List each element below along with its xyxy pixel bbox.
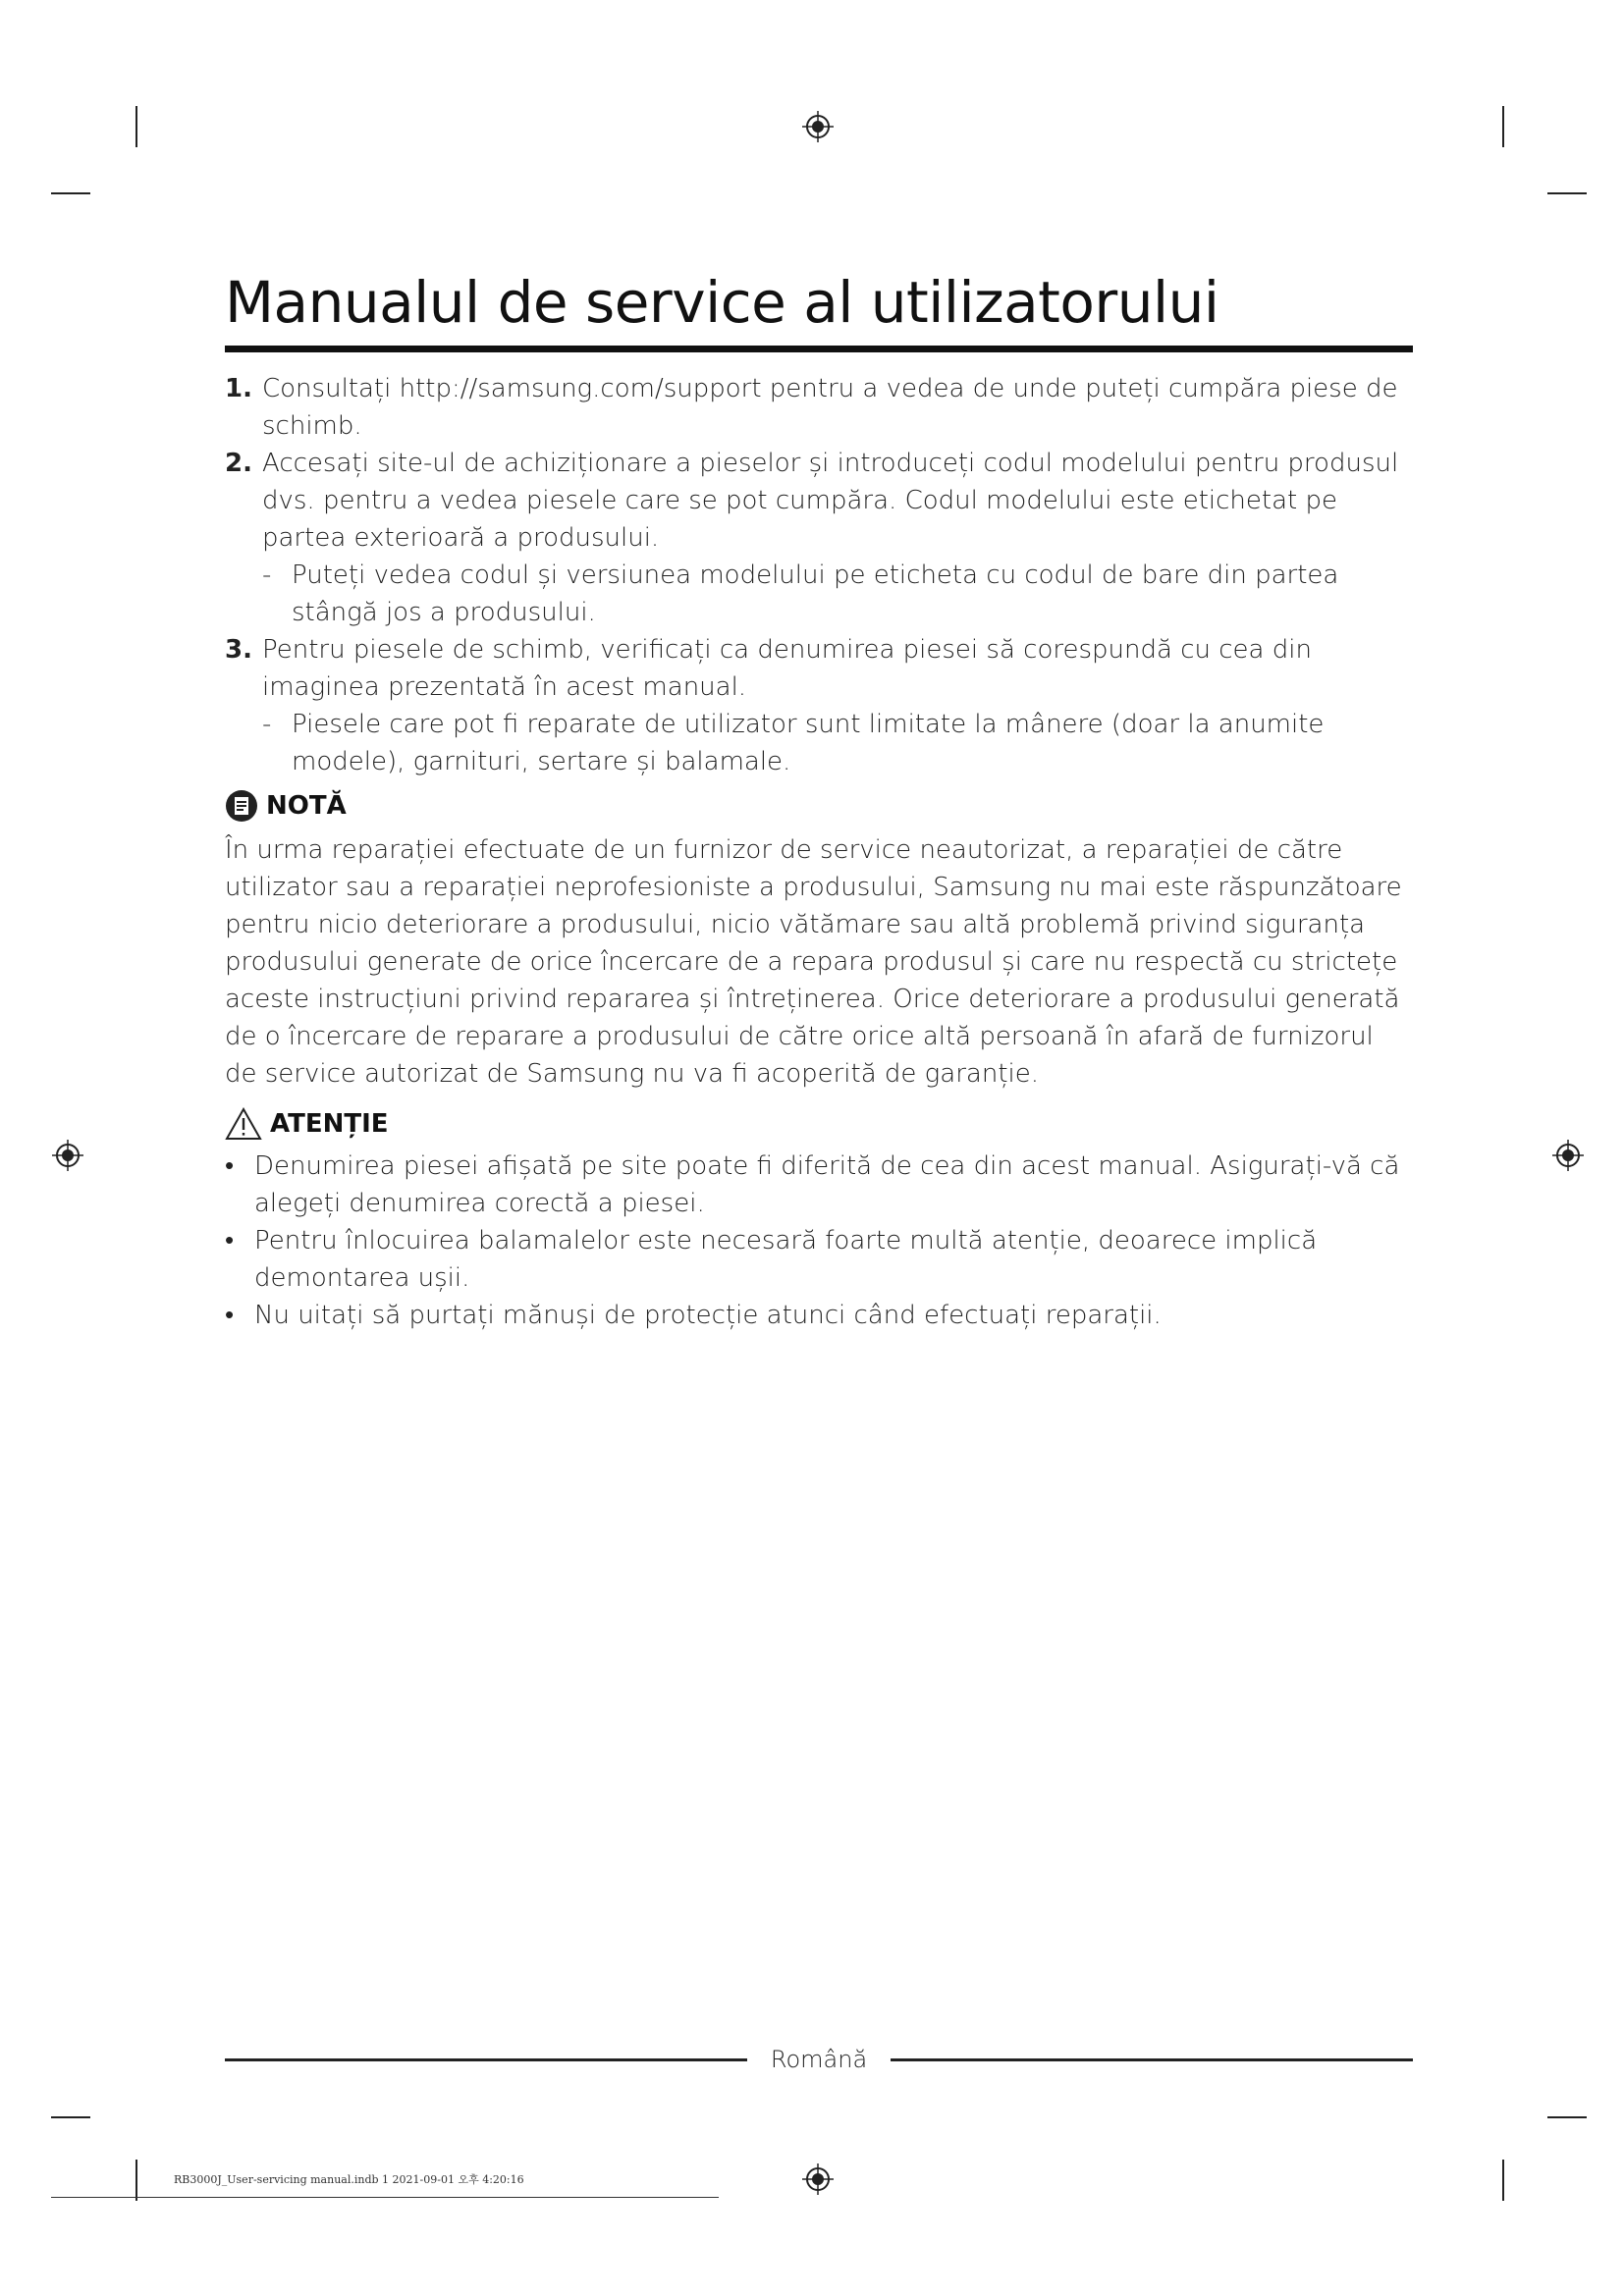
note-icon [225, 789, 258, 823]
caution-item [225, 1222, 1413, 1297]
print-slug: RB3000J_User-servicing manual.indb 1 2021-09-01 오후 4:20:16 [174, 2173, 524, 2186]
subitem-text: Piesele care pot fi reparate de utilizator sunt limitate la mânere (doar la anumite modele), garnituri, sertare și balamale. [292, 710, 1325, 776]
caution-label: ATENȚIE [270, 1109, 389, 1139]
page-content [225, 265, 1413, 1334]
bullet-marker: • [225, 1151, 235, 1181]
bullet-marker: • [225, 1226, 235, 1255]
note-label: NOTĂ [266, 791, 347, 821]
crop-mark-bottom-left-h [51, 2116, 90, 2118]
step-subitem [262, 557, 1413, 631]
bullet-marker: • [225, 1301, 235, 1330]
footer-rule-left [225, 2058, 747, 2061]
crop-mark-top-left-v [135, 106, 137, 147]
note-text: În urma reparației efectuate de un furnizor de service neautorizat, a reparației de către utilizator sau a reparației neprofesioniste a produsului, Samsung nu mai este răspunzătoare pentru nicio deteriorare a produsului, nicio vătămare sau altă problemă privind siguranța produsului generate de orice încercare de a repara produsul și care nu respectă cu strictețe aceste instrucțiuni privind repararea și întreținerea. Orice deteriorare a produsului generată de o încercare de reparare a produsului de către orice altă persoană în afară de furnizorul de service autorizat de Samsung nu va fi acoperită de garanție. [225, 835, 1402, 1089]
caution-heading [225, 1104, 1413, 1144]
caution-item [225, 1297, 1413, 1334]
step-subitem [262, 706, 1413, 780]
caution-item [225, 1148, 1413, 1222]
registration-mark-icon [51, 1139, 84, 1172]
crop-mark-bottom-right-h [1547, 2116, 1587, 2118]
warning-triangle-icon [225, 1107, 262, 1141]
caution-item-text: Pentru înlocuirea balamalelor este necesară foarte multă atenție, deoarece implică demontarea ușii. [254, 1226, 1318, 1293]
step-item [225, 370, 1413, 445]
page-title: Manualul de service al utilizatorului [225, 269, 1219, 336]
step-text: Consultați http://samsung.com/support pentru a vedea de unde puteți cumpăra piese de schimb. [262, 374, 1398, 441]
subitem-text: Puteți vedea codul și versiunea modelului pe eticheta cu codul de bare din partea stângă jos a produsului. [292, 561, 1339, 627]
subitem-dash: - [262, 710, 272, 739]
step-text: Accesați site-ul de achiziționare a pieselor și introduceți codul modelului pentru produsul dvs. pentru a vedea piesele care se pot cumpăra. Codul modelului este etichetat pe partea exterioară a produsului. [262, 449, 1399, 553]
registration-mark-icon [801, 2163, 835, 2196]
footer-rule-right [891, 2058, 1413, 2061]
crop-mark-top-right-h [1547, 192, 1587, 194]
crop-mark-bottom-left-v [135, 2160, 137, 2201]
crop-mark-bottom-right-v [1502, 2160, 1504, 2201]
crop-mark-top-right-v [1502, 106, 1504, 147]
step-text: Pentru piesele de schimb, verificați ca denumirea piesei să corespundă cu cea din imaginea prezentată în acest manual. [262, 635, 1312, 702]
step-number: 2. [225, 449, 252, 478]
step-item [225, 445, 1413, 631]
registration-mark-icon [1551, 1139, 1585, 1172]
subitem-dash: - [262, 561, 272, 590]
step-item [225, 631, 1413, 780]
footer-language: Română [770, 2046, 868, 2073]
caution-item-text: Denumirea piesei afișată pe site poate fi diferită de cea din acest manual. Asigurați-vă că alegeți denumirea corectă a piesei. [254, 1151, 1400, 1218]
page-footer [225, 2040, 1413, 2079]
steps-list [225, 370, 1413, 780]
title-rule [225, 346, 1413, 352]
crop-mark-top-left-h [51, 192, 90, 194]
caution-list [225, 1148, 1413, 1334]
step-number: 3. [225, 635, 252, 665]
caution-item-text: Nu uitați să purtați mănuși de protecție atunci când efectuați reparații. [254, 1301, 1162, 1330]
registration-mark-icon [801, 110, 835, 143]
slug-rule [51, 2197, 719, 2198]
step-number: 1. [225, 374, 252, 403]
note-heading [225, 786, 1413, 826]
